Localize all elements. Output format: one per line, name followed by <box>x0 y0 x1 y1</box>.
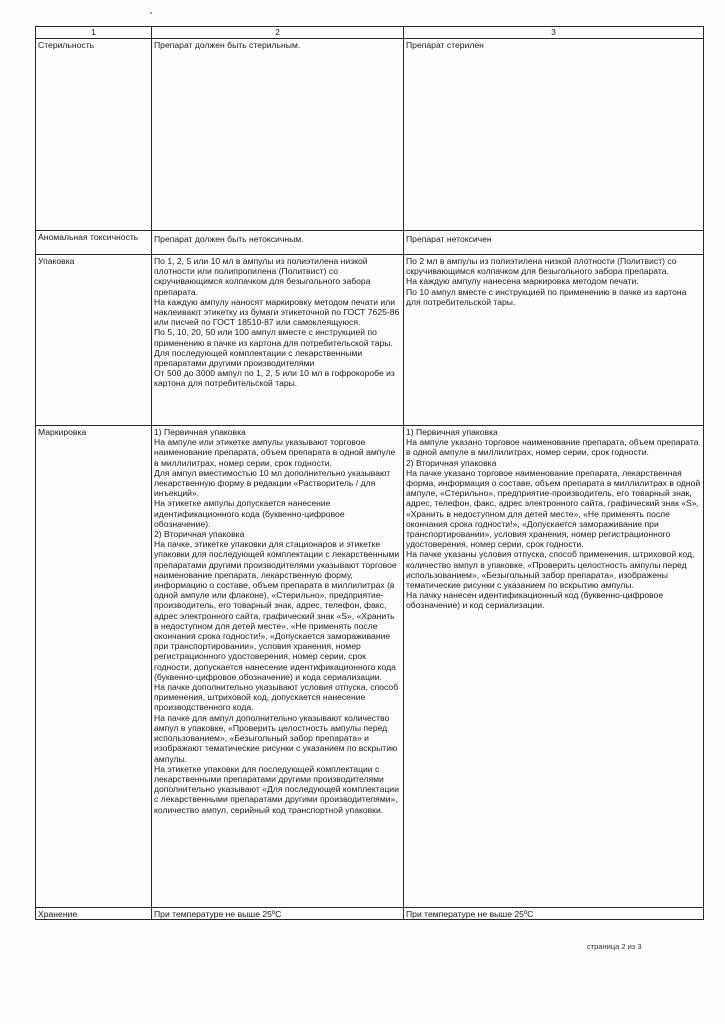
result-text: На ампуле указано торговое наименование препарата, объем препарата в одной ампуле в миллилитрах, номер серии, срок годности. <box>406 437 699 458</box>
requirement-text: 1) Первичная упаковка <box>154 427 246 437</box>
parameter-cell: Маркировка <box>36 426 152 908</box>
column-header-2: 2 <box>152 27 404 39</box>
requirement-text: По 5, 10, 20, 50 или 100 ампул вместе с инструкцией по применению в пачке из картона для потребительской тары. <box>154 327 393 348</box>
parameter-cell: Стерильность <box>36 39 152 231</box>
requirement-cell <box>152 908 404 920</box>
requirement-text: На этикетке упаковки для последующей комплектации с лекарственными препаратами другими производителями дополнительно указывают «Для последующей комплектации с лекарственными препаратами другими производителями», количество ампул, серийный код транспортной упаковки. <box>154 763 399 815</box>
requirement-text: От 500 до 3000 ампул по 1, 2, 5 или 10 мл в гофрокоробе из картона для потребительской тары. <box>154 368 395 389</box>
table-row-packaging <box>36 255 704 426</box>
scan-speck <box>150 12 152 14</box>
result-text: По 2 мл в ампулы из полиэтилена низкой плотности (Политвист) со скручивающимся колпачком для безыгольного забора препарата. <box>406 256 677 277</box>
requirement-text: По 1, 2, 5 или 10 мл в ампулы из полиэтилена низкой плотности или полипропилена (Политвист) со скручивающимся колпачком для безыгольного забора препарата. <box>154 256 371 297</box>
result-cell <box>404 908 704 920</box>
result-text: 1) Первичная упаковка <box>406 427 498 437</box>
requirement-text: Для последующей комплектации с лекарственными препаратами другими производителями <box>154 347 363 369</box>
result-text: На пачку нанесен идентификационный код (буквенно-цифровое обозначение) и код сериализации. <box>406 590 664 611</box>
requirement-text: На пачке для ампул дополнительно указывают количество ампул в упаковке, «Проверить целостность ампулы перед использованием», «Безыгольный забор препарата» и изображают тематические рисунки с указанием по вскрытию ампулы. <box>154 712 398 764</box>
requirement-text: Для ампул вместимостью 10 мл дополнительно указывают лекарственную форму в редакции «Растворитель / для инъекций». <box>154 467 391 499</box>
result-cell <box>404 39 704 231</box>
requirement-text: Препарат должен быть нетоксичным. <box>154 234 304 244</box>
result-cell <box>404 426 704 908</box>
result-cell <box>404 231 704 255</box>
requirement-text: На этикетке ампулы допускается нанесение идентификационного кода (буквенно-цифровое обозначение). <box>154 498 345 529</box>
parameter-cell: Хранение <box>36 908 152 920</box>
requirement-text: При температуре не выше 25ºС <box>154 909 282 919</box>
parameter-cell: Аномальная токсичность <box>36 231 152 255</box>
parameter-cell: Упаковка <box>36 255 152 426</box>
requirement-cell <box>152 231 404 255</box>
result-cell <box>404 255 704 426</box>
result-text: На пачке указано торговое наименование препарата, лекарственная форма, информация о составе, объем препарата в миллилитрах в одной ампуле, «Стерильно», предприятие-производитель, его товарный знак, адрес, телефон, факс, адрес электронного сайта, графический знак «S», «Хранить в недоступном для детей месте», «Не применять после окончания срока годности!», «Допускается замораживание при транспортировании», условия хранения, номер регистрационного удостоверения, номер серии, срок годности. <box>406 467 701 550</box>
result-text: По 10 ампул вместе с инструкцией по применению в пачке из картона для потребительской тары. <box>406 286 687 307</box>
table-row-storage <box>36 908 704 920</box>
requirement-cell <box>152 39 404 231</box>
requirement-text: На пачке дополнительно указывают условия отпуска, способ применения, штриховой код, допускается нанесение производственного кода. <box>154 682 399 713</box>
column-header-1: 1 <box>36 27 152 39</box>
result-text: На каждую ампулу нанесена маркировка методом печати. <box>406 276 639 287</box>
requirement-text: 2) Вторичная упаковка <box>154 529 245 540</box>
result-text: При температуре не выше 25ºС <box>406 909 534 919</box>
column-header-3: 3 <box>404 27 704 39</box>
table-header-row <box>36 27 704 39</box>
table-row-sterility <box>36 39 704 231</box>
specification-table <box>35 26 704 920</box>
result-text: На пачке указаны условия отпуска, способ применения, штриховой код, количество ампул в упаковке, «Проверить целостность ампулы перед использованием», «Безыгольный забор препарата», изображены тематические рисунки с указанием по вскрытию ампулы. <box>406 549 695 591</box>
result-text: Препарат нетоксичен <box>406 234 492 244</box>
requirement-text: На ампуле или этикетке ампулы указывают торговое наименование препарата, объем препарата в одной ампуле в миллилитрах, номер серии, срок годности. <box>154 437 396 468</box>
requirement-text: На пачке, этикетке упаковки для стационаров и этикетке упаковки для последующей комплектации с лекарственными препаратами другими производителями указывают торговое наименование препарата, лекарственную форму, информацию о составе, объем препарата в миллилитрах (в одной ампуле или флаконе), «Стерильно», предприятие-производитель, его товарный знак, адрес, телефон, факс, адрес электронного сайта, графический знак «S», «Хранить в недоступном для детей месте», «Не применять после окончания срока годности!», «Допускается замораживание при транспортировании», условия хранения, номер регистрационного удостоверения, номер серии, срок годности, допускается нанесение идентификационного кода (буквенно-цифровое обозначение) и кода сериализации. <box>154 539 400 682</box>
page-number: страница 2 из 3 <box>587 942 642 951</box>
table-row-toxicity <box>36 231 704 255</box>
requirement-cell <box>152 255 404 426</box>
result-text: 2) Вторичная упаковка <box>406 457 497 468</box>
requirement-text: На каждую ампулу наносят маркировку методом печати или наклеивают этикетку из бумаги этикеточной по ГОСТ 7625-86 или писчей по ГОСТ 18510-87 или самоклеящуюся. <box>154 296 400 328</box>
table-row-labeling <box>36 426 704 908</box>
result-text: Препарат стерилен <box>406 40 484 50</box>
requirement-cell <box>152 426 404 908</box>
requirement-text: Препарат должен быть стерильным. <box>154 40 301 50</box>
